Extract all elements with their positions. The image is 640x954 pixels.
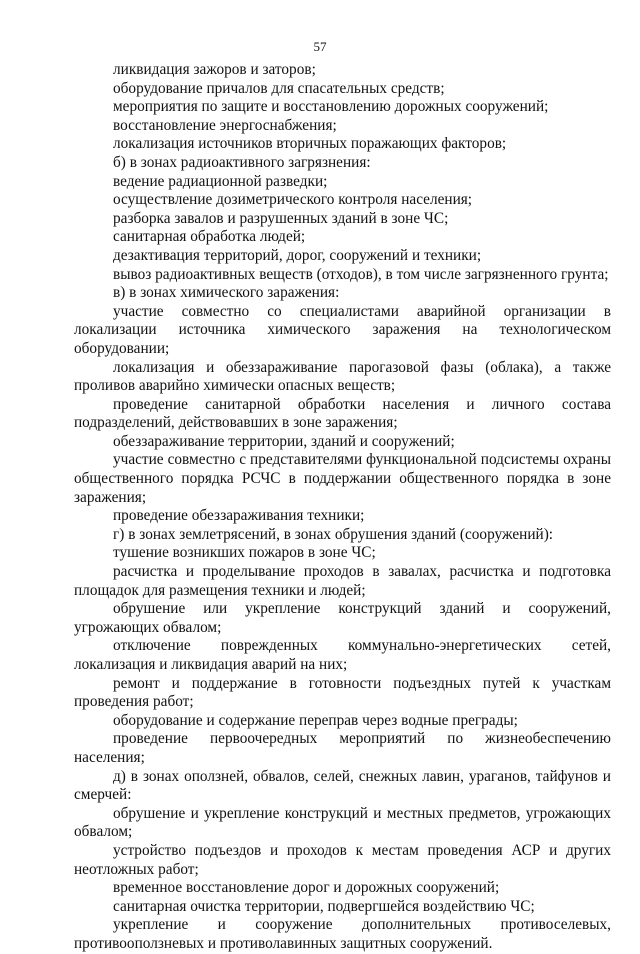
paragraph: вывоз радиоактивных веществ (отходов), в том числе загрязненного грунта;: [113, 265, 609, 283]
section-heading: б) в зонах радиоактивного загрязнения:: [113, 153, 371, 171]
paragraph: мероприятия по защите и восстановлению дорожных сооружений;: [113, 98, 549, 116]
paragraph: ликвидация зажоров и заторов;: [113, 61, 316, 78]
paragraph: тушение возникших пожаров в зоне ЧС;: [113, 544, 376, 562]
paragraph: восстановление энергоснабжения;: [113, 116, 337, 134]
paragraph: локализация источников вторичных поражающих факторов;: [113, 135, 507, 153]
paragraph: временное восстановление дорог и дорожных сооружений;: [113, 879, 500, 897]
paragraph: участие совместно со специалистами аварийной организации в локализации источника химического заражения на технологическом оборудовании;: [74, 302, 611, 357]
paragraph: ведение радиационной разведки;: [113, 172, 328, 190]
paragraph: ремонт и поддержание в готовности подъездных путей к участкам проведения работ;: [74, 674, 611, 711]
paragraph: оборудование причалов для спасательных средств;: [113, 79, 445, 97]
paragraph: устройство подъездов и проходов к местам проведения АСР и других неотложных работ;: [74, 841, 611, 878]
paragraph: осуществление дозиметрического контроля населения;: [113, 191, 473, 209]
page-number: 57: [313, 39, 327, 54]
paragraph: расчистка и проделывание проходов в завалах, расчистка и подготовка площадок для размещения техники и людей;: [74, 563, 611, 599]
paragraph: разборка завалов и разрушенных зданий в зоне ЧС;: [113, 209, 449, 227]
section-heading: в) в зонах химического заражения:: [113, 284, 340, 302]
paragraph: санитарная очистка территории, подвергшейся воздействию ЧС;: [113, 897, 535, 915]
paragraph: дезактивация территорий, дорог, сооружений и техники;: [113, 246, 482, 264]
paragraph: отключение поврежденных коммунально-энергетических сетей, локализация и ликвидация аварий на них;: [74, 637, 611, 673]
paragraph: проведение обеззараживания техники;: [113, 507, 365, 525]
section-heading: д) в зонах оползней, обвалов, селей, снежных лавин, ураганов, тайфунов и смерчей:: [74, 767, 611, 804]
paragraph: санитарная обработка людей;: [113, 228, 306, 246]
paragraph: локализация и обеззараживание парогазовой фазы (облака), а также проливов аварийно химически опасных веществ;: [74, 358, 611, 395]
document-body: [74, 61, 611, 954]
paragraph: обеззараживание территории, зданий и сооружений;: [113, 432, 455, 450]
paragraph: обрушение или укрепление конструкций зданий и сооружений, угрожающих обвалом;: [74, 600, 611, 636]
paragraph: обрушение и укрепление конструкций и местных предметов, угрожающих обвалом;: [74, 804, 611, 841]
paragraph: оборудование и содержание переправ через водные преграды;: [113, 711, 518, 729]
section-heading: г) в зонах землетрясений, в зонах обрушения зданий (сооружений):: [113, 525, 554, 543]
paragraph: участие совместно с представителями функциональной подсистемы охраны общественного порядка РСЧС в поддержании общественного порядка в зоне заражения;: [74, 451, 611, 506]
paragraph: укрепление и сооружение дополнительных противоселевых, противооползневых и противолавинных защитных сооружений.: [74, 916, 611, 952]
paragraph: проведение первоочередных мероприятий по жизнеобеспечению населения;: [74, 730, 611, 766]
paragraph: проведение санитарной обработки населения и личного состава подразделений, действовавших в зоне заражения;: [74, 395, 611, 432]
